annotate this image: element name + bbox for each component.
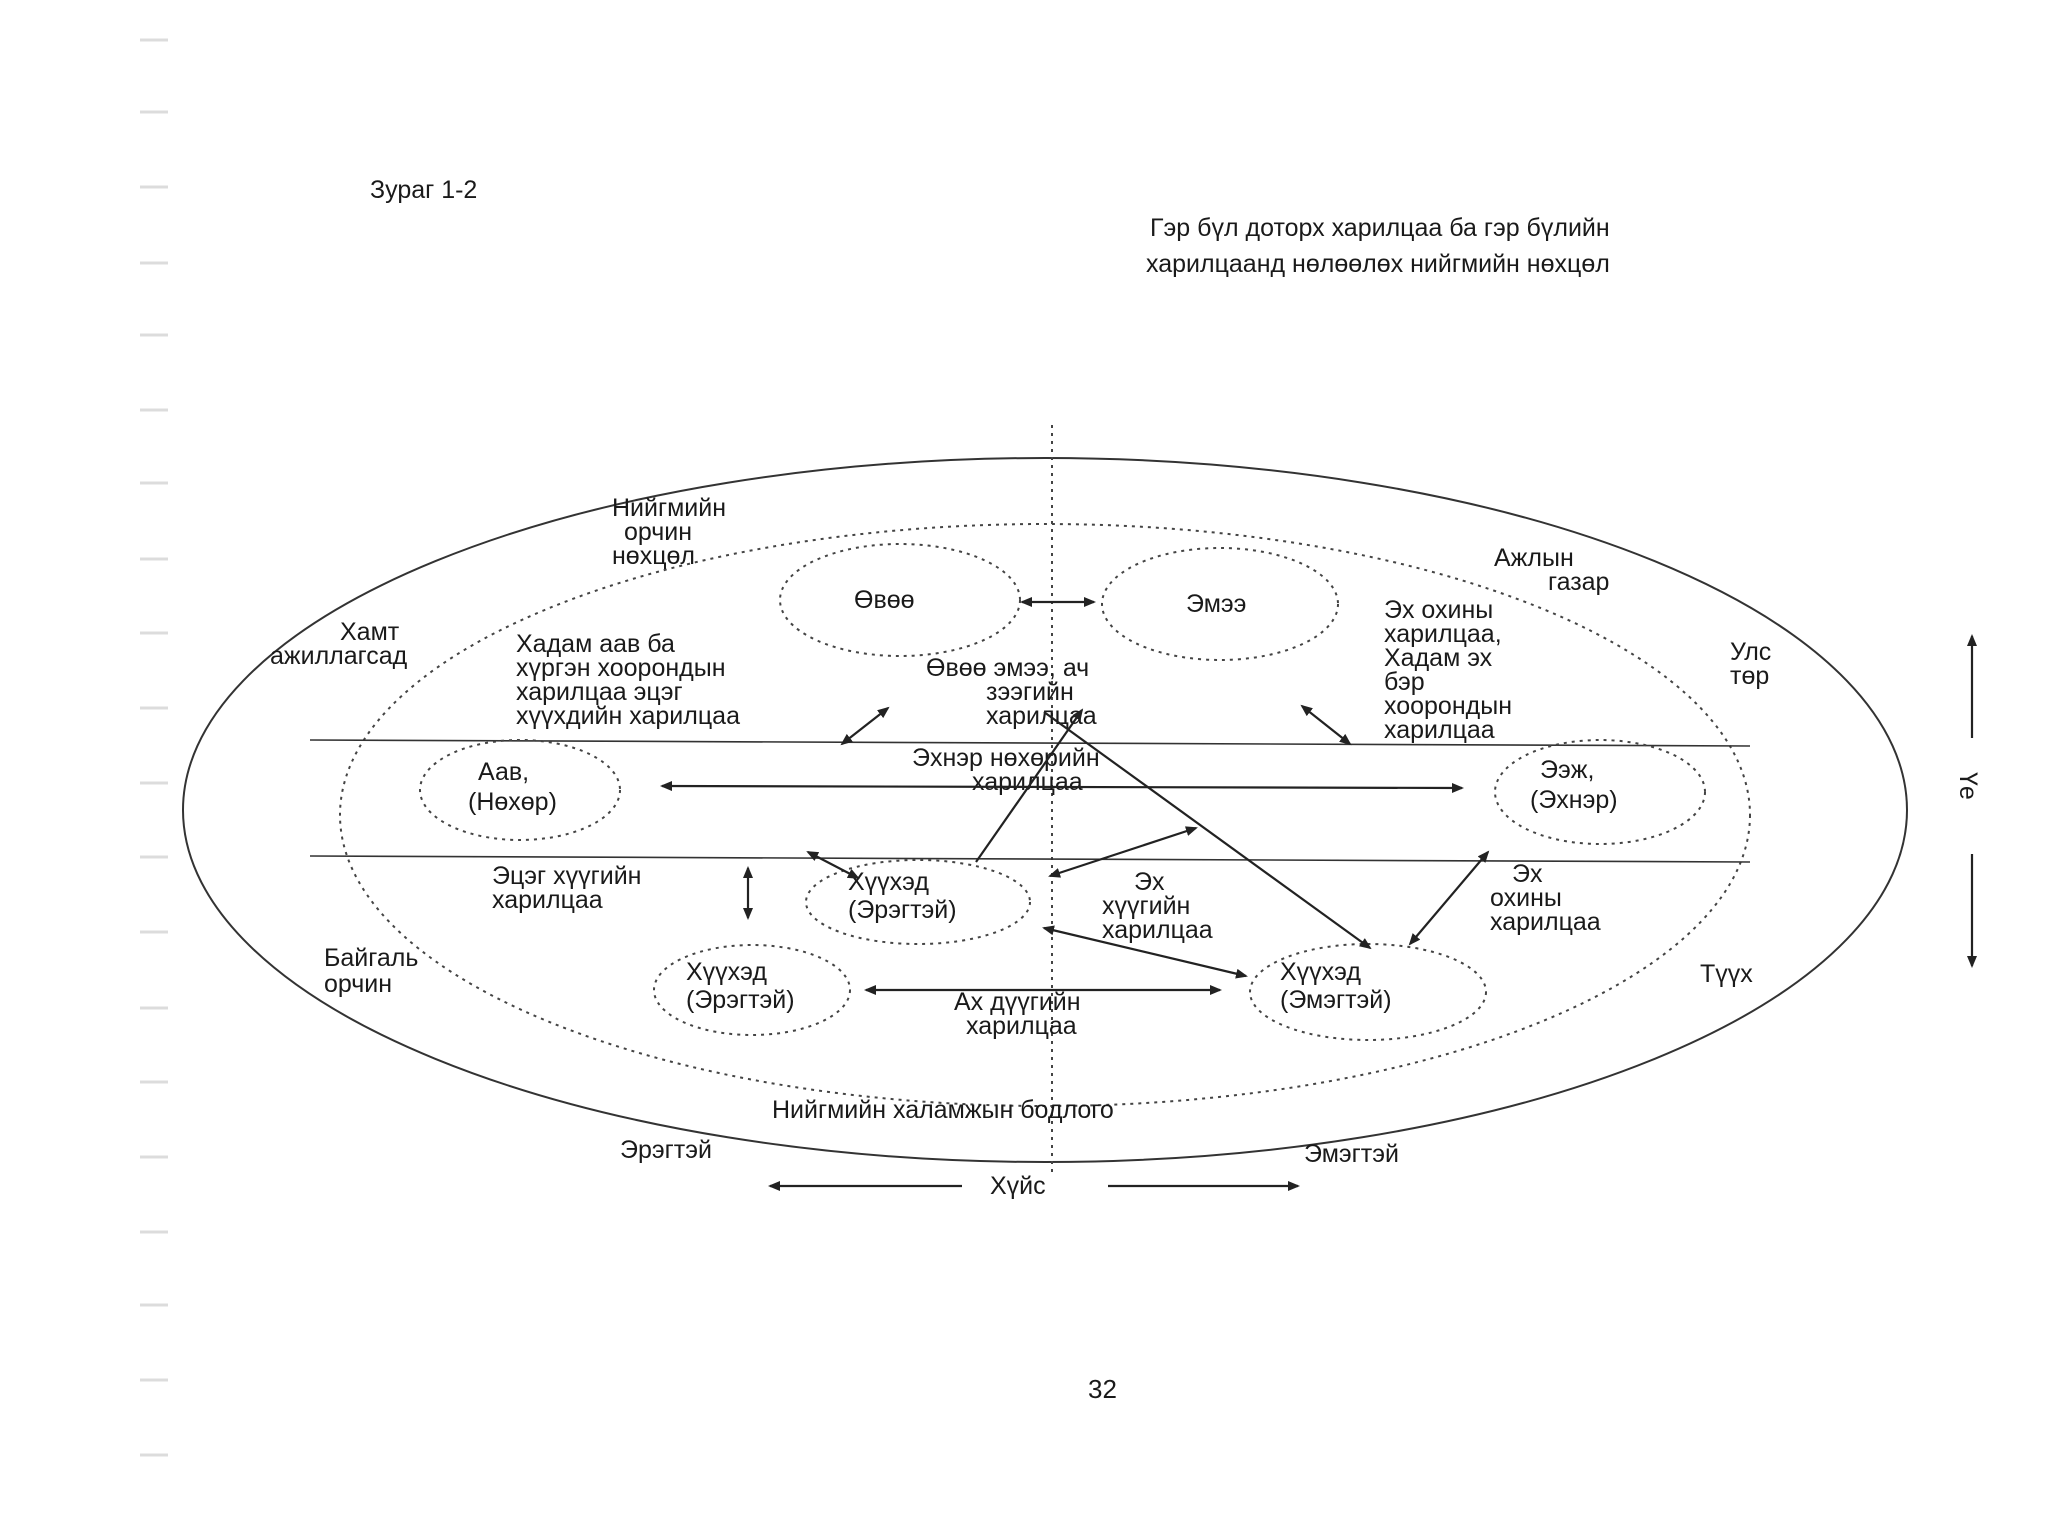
rel-mother-son-3: харилцаа [1102,916,1213,944]
workplace-label-1: Ажлын [1494,544,1574,572]
male-label: Эрэгтэй [620,1136,712,1164]
rel-siblings-1: Ах дүүгийн [954,988,1081,1016]
workplace-label-2: газар [1548,568,1610,596]
coworkers-label-2: ажиллагсад [270,642,408,670]
social-env-label-2: орчин [624,518,693,546]
gender-axis-label: Хүйс [990,1172,1046,1200]
arrow-father-son-diag [808,852,858,878]
rel-mother-inlaw-1: Эх охины [1384,596,1494,624]
node-father-label-1: Аав, [478,758,530,786]
arrow-inlaw-father [842,708,888,744]
node-daughter-label-2: (Эмэгтэй) [1280,986,1392,1014]
social-env-label-3: нөхцөл [612,542,696,570]
node-son2-label-2: (Эрэгтэй) [686,986,795,1014]
rel-inlaw-father-4: хүүхдийн харилцаа [516,702,740,730]
rel-mother-inlaw-5: хоорондын [1384,692,1513,720]
coworkers-label-1: Хамт [340,618,400,646]
scan-margin-marks [140,40,168,1455]
rel-spouses-2: харилцаа [972,768,1083,796]
nature-label-1: Байгаль [324,944,419,972]
node-son1-label-2: (Эрэгтэй) [848,896,957,924]
welfare-policy-label: Нийгмийн халамжын бодлого [772,1096,1114,1124]
figure-title-line-2: харилцаанд нөлөөлөх нийгмийн нөхцөл [1146,250,1610,278]
outer-ellipse [183,458,1907,1162]
rel-inlaw-father-2: хүргэн хоорондын [516,654,726,682]
node-mother-label-2: (Эхнэр) [1530,786,1618,814]
node-son2-label-1: Хүүхэд [686,958,767,986]
rel-father-son-2: харилцаа [492,886,603,914]
node-grandmother-label: Эмээ [1186,590,1247,618]
rel-grandparents-2: зээгийн [986,678,1074,706]
rel-inlaw-father-1: Хадам аав ба [516,630,675,658]
female-label: Эмэгтэй [1304,1140,1399,1168]
history-label: Түүх [1700,960,1753,988]
node-father-label-2: (Нөхөр) [468,788,557,816]
rel-mother-daughter-2: охины [1490,884,1562,912]
state-label-1: Улс [1730,638,1772,666]
rel-siblings-2: харилцаа [966,1012,1077,1040]
node-son1-label-1: Хүүхэд [848,868,929,896]
node-daughter-label-1: Хүүхэд [1280,958,1361,986]
page-number: 32 [1088,1374,1117,1404]
rel-mother-son-1: Эх [1134,868,1165,896]
rel-mother-son-2: хүүгийн [1102,892,1191,920]
rel-grandparents-3: харилцаа [986,702,1097,730]
node-mother-label-1: Ээж, [1540,756,1595,784]
rel-mother-inlaw-3: Хадам эх [1384,644,1493,672]
arrow-mother-son [1050,828,1196,876]
generation-axis-label: Үе [1954,772,1982,800]
rel-inlaw-father-3: харилцаа эцэг [516,678,683,706]
nature-label-2: орчин [324,970,393,998]
node-grandfather-label: Өвөө [854,586,915,614]
arrow-spouses [662,786,1462,788]
rel-mother-daughter-1: Эх [1512,860,1543,888]
arrow-mother-inlaw [1302,706,1350,744]
rel-mother-inlaw-2: харилцаа, [1384,620,1502,648]
arrow-grandparent-granddaughter [1044,712,1370,948]
arrow-mother-daughter [1410,852,1488,944]
rel-grandparents-1: Өвөө эмээ, ач [926,654,1090,682]
figure-title-line-1: Гэр бүл доторх харилцаа ба гэр бүлийн [1150,214,1610,242]
rel-mother-daughter-3: харилцаа [1490,908,1601,936]
figure-label: Зураг 1-2 [370,176,478,204]
rel-father-son-1: Эцэг хүүгийн [492,862,642,890]
rel-spouses-1: Эхнэр нөхөрийн [912,744,1100,772]
state-label-2: төр [1730,662,1770,690]
social-env-label-1: Нийгмийн [612,494,727,522]
rel-mother-inlaw-6: харилцаа [1384,716,1495,744]
rel-mother-inlaw-4: бэр [1384,668,1425,696]
